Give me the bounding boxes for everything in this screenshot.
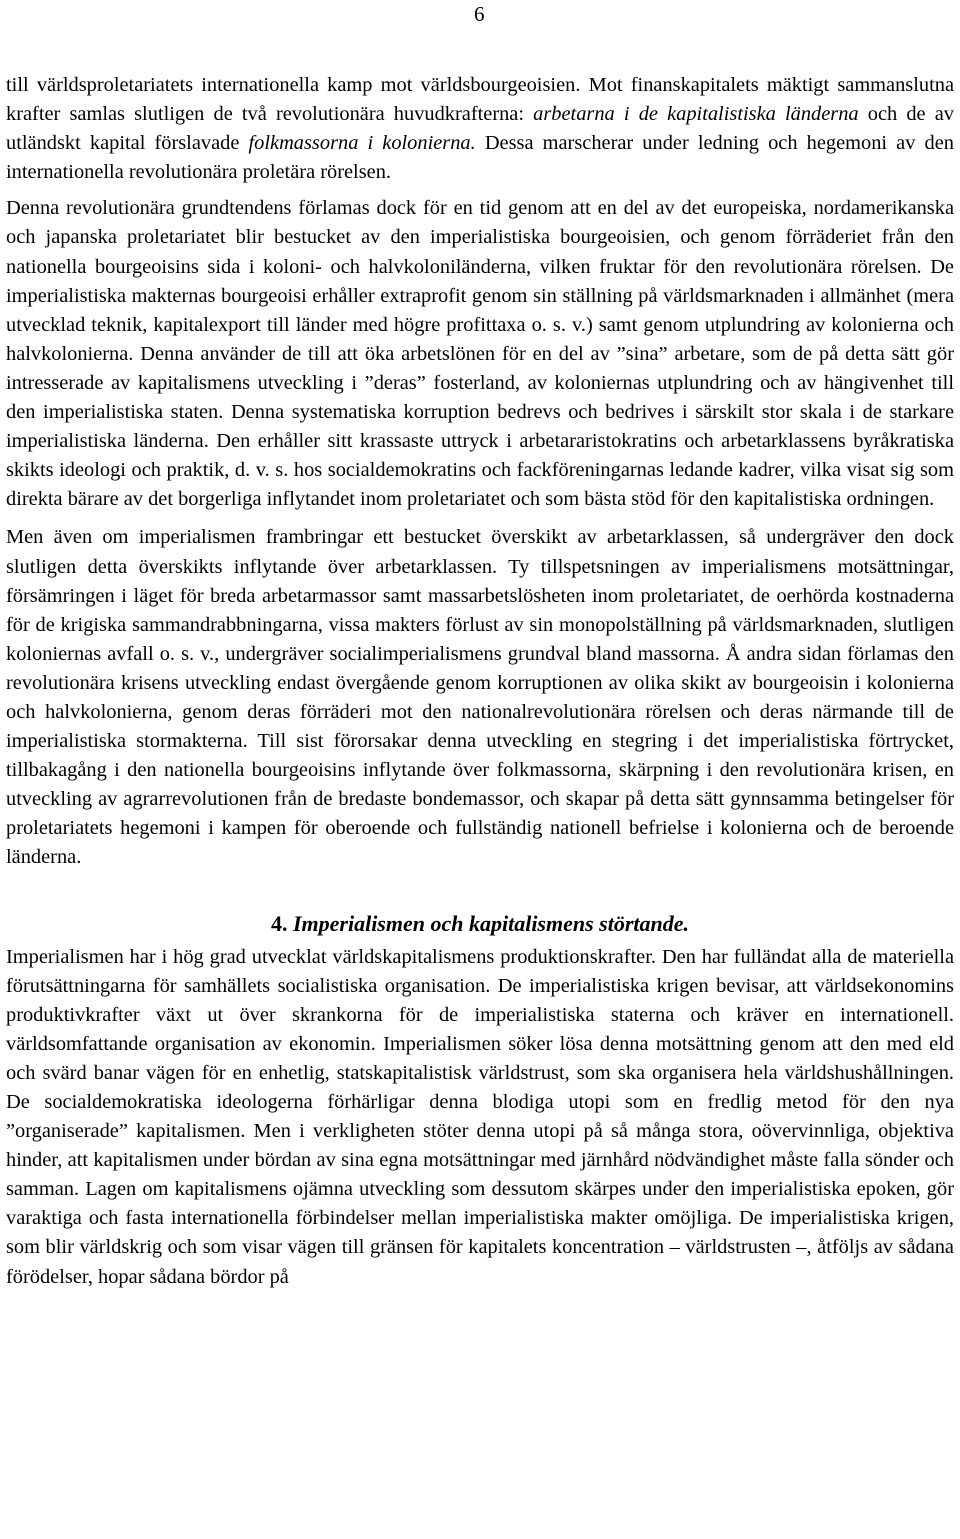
section-number: 4. xyxy=(270,910,288,936)
paragraph: Imperialismen har i hög grad utvecklat världskapitalismens produktionskrafter. Den har fulländat alla de materiella förutsättningarna för samhällets socialistiska organisation. De imperialistiska krigen bevisar, att världsekonomins produktivkrafter växt ut över skrankorna för de imperialistiska staterna och kräver en internationell. världsomfattande organisation av ekonomin. Imperialismen söker lösa denna motsättning genom att den med eld och svärd banar vägen för en enhetlig, statskapitalistisk världstrust, som ska organisera hela världshushållningen. De socialdemokratiska ideologerna förhärligar denna blodiga utopi som en fredlig metod för den nya ”organiserade” kapitalismen. Men i verkligheten stöter denna utopi på så många stora, oövervinnliga, objektiva hinder, att kapitalismen under bördan av sina egna motsättningar med järnhård nödvändighet måste falla sönder och samman. Lagen om kapitalismens ojämna utveckling som dessutom skärpes under den imperialistiska epoken, gör varaktiga och fasta internationella förbindelser mellan imperialistiska makter omöjliga. De imperialistiska krigen, som blir världskrig och som visar vägen till gränsen för kapitalets koncentration – världstrusten –, åtföljs av sådana förödelser, hopar sådana bördor på xyxy=(6,945,954,1288)
paragraph: Men även om imperialismen frambringar ett bestucket överskikt av arbetarklassen, så undergräver den dock slutligen detta överskikts inflytande över arbetarklassen. Ty tillspetsningen av imperialismens motsättningar, försämringen i läget för breda arbetarmassor samt massarbetslösheten inom proletariatet, de oerhörda kostnaderna för de krigiska sammandrabbningarna, vissa makters förlust av sin monopolställning på världsmarknaden, slutligen koloniernas avfall o. s. v., undergräver socialimperialismens grundval bland massorna. Å andra sidan förlamas den revolutionära krisens utveckling endast övergående genom korruptionen av olika skikt av bourgeoisin i kolonierna och halvkolonierna, genom deras förräderi mot den nationalrevolutionära rörelsen och deras närmande till de imperialistiska stormakterna. Till sist förorsakar denna utveckling en stegring i det imperialistiska förtrycket, tillbakagång i den nationella bourgeoisins inflytande över folkmassorna, skärpning i den revolutionära krisen, en utveckling av agrarrevolutionen från de bredaste bondemassor, och skapar på detta sätt gynnsamma betingelser för proletariatets hegemoni i kampen för oberoende och fullständig nationell befrielse i kolonierna och de beroende länderna. xyxy=(6,526,954,869)
paragraph-text: och de av utländskt kapital förslavade xyxy=(6,103,954,155)
paragraph-text: till världsproletariatets internationella kamp mot världsbourgeoisien. Mot finanskapitalets mäktigt sammanslutna krafter samlas slutligen de två revolutionära huvudkrafterna: xyxy=(6,74,954,126)
section-title: Imperialismen och kapitalismens störtande. xyxy=(292,910,690,936)
paragraph: Denna revolutionära grundtendens förlamas dock för en tid genom att en del av det europeiska, nordamerikanska och japanska proletariatet blir bestucket av den imperialistiska bourgeoisien, och genom förräderiet från den nationella bourgeoisins sida i koloni- och halvkoloniländerna, vilken fruktar för den revolutionära rörelsen. De imperialistiska makternas bourgeoisi erhåller extraprofit genom sin ställning på världsmarknaden i allmänhet (mera utvecklad teknik, kapitalexport till länder med högre profittaxa o. s. v.) samt genom utplundring av kolonierna och halvkolonierna. Denna använder de till att öka arbetslönen för en del av ”sina” arbetare, som de på detta sätt gör intresserade av kapitalismens utveckling i ”deras” fosterland, av koloniernas utplundring och av hängivenhet till den imperialistiska staten. Denna systematiska korruption bedrevs och bedrives i särskilt stor skala i de starkare imperialistiska länderna. Den erhåller sitt krassaste uttryck i arbetararistokratins och arbetarklassens byråkratiska skikts ideologi och praktik, d. v. s. hos socialdemokratins och fackföreningarnas ledande kadrer, vilka visat sig som direkta bärare av det borgerliga inflytandet inom proletariatet och som bästa stöd för den kapitalistiska ordningen. xyxy=(6,197,954,511)
section-heading xyxy=(6,909,954,939)
emphasized-text: arbetarna i de kapitalistiska länderna xyxy=(533,103,859,126)
page-number: 6 xyxy=(474,2,485,26)
paragraph xyxy=(6,71,954,187)
paragraph-text: Dessa marscherar under ledning och hegemoni av den internationella revolutionära proletära rörelsen. xyxy=(6,132,954,184)
document-body xyxy=(6,71,954,1292)
emphasized-text: folkmassorna i kolonierna. xyxy=(248,132,476,155)
